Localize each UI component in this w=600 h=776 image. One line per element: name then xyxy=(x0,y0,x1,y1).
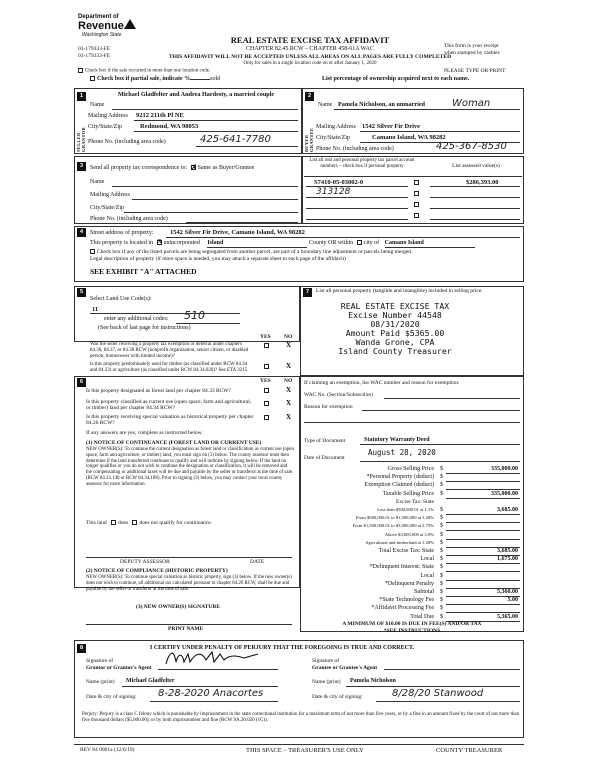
grantor-name-label: Name (print) xyxy=(86,679,115,685)
s5-no-header: NO xyxy=(284,334,293,340)
wac-no-label: WAC No. (Section/Subsection) xyxy=(304,392,373,398)
list-pct-note: List percentage of ownership acquired next to each name. xyxy=(322,76,470,82)
s5-q1-yes[interactable] xyxy=(264,343,269,348)
dept-logo xyxy=(78,14,138,44)
calc-currency: $ xyxy=(440,605,443,612)
calc-currency: $ xyxy=(440,482,443,489)
notice-2-title: (2) NOTICE OF COMPLIANCE (HISTORIC PROPERTY) xyxy=(86,568,228,574)
buyer-phone: 425-367-8530 xyxy=(436,141,507,152)
partial-sale-row: Check box if partial sale, indicate % sold xyxy=(90,76,220,83)
calc-label-delinq-state: *Delinquent Interest: State xyxy=(369,564,434,571)
assessed-header: List assessed value(s) xyxy=(452,163,500,169)
form-subtitle: CHAPTER 82.45 RCW – CHAPTER 458-61A WAC xyxy=(246,46,374,52)
buyer-name-label: Name xyxy=(318,102,333,108)
calc-currency: $ xyxy=(440,531,443,538)
s3-mailing-label: Mailing Address xyxy=(90,192,130,198)
calc-currency: $ xyxy=(440,474,443,481)
section-1-number: 1 xyxy=(77,92,86,101)
seller-phone-label: Phone No. (including area code) xyxy=(88,139,166,145)
street-address: 1542 Silver Fir Drive, Camano Island, WA 98282 xyxy=(170,229,305,236)
calc-label-total-due: Total Due xyxy=(410,613,434,620)
value-1: $286,393.00 xyxy=(466,179,499,186)
deputy-assessor-label: DEPUTY ASSESSOR xyxy=(120,559,170,565)
does-not-checkbox[interactable] xyxy=(132,520,137,525)
calc-currency: $ xyxy=(440,466,443,472)
section-4-number: 4 xyxy=(77,228,86,237)
s6-q1-no[interactable]: X xyxy=(286,386,292,394)
parcel-1-checkbox[interactable] xyxy=(414,180,419,185)
send-correspondence-row: Send all property tax correspondence to: ✗ Same as Buyer/Grantee xyxy=(90,163,255,173)
section-3-number: 3 xyxy=(77,162,86,171)
stamp-line-6: Island County Treasurer xyxy=(338,346,452,357)
segregated-checkbox[interactable] xyxy=(90,249,95,254)
stamp-line-2: Excise Number 44548 xyxy=(348,310,442,321)
grantee-name: Pamela Nicholson xyxy=(350,678,396,684)
parcel-2-checkbox[interactable] xyxy=(414,191,419,196)
certify-statement: I CERTIFY UNDER PENALTY OF PERJURY THAT THE FOREGOING IS TRUE AND CORRECT. xyxy=(150,645,415,651)
calc-value-total-due: 5,365.00 xyxy=(497,613,518,620)
buyer-name: Pamela Nicholson, an unmarried xyxy=(338,101,425,108)
seller-phone: 425-641-7780 xyxy=(200,134,271,145)
s3-city-label: City/State/Zip xyxy=(90,205,124,211)
calc-underline xyxy=(446,530,520,531)
street-label: Street address of property: xyxy=(90,230,154,236)
stamp-line-4: Amount Paid $5365.00 xyxy=(345,328,445,339)
calc-label-total-state: Total Excise Tax: State xyxy=(378,548,434,554)
grantor-sig-label-1: Signature of xyxy=(86,658,114,664)
date-document-label: Date of Document xyxy=(304,455,345,461)
seller-mailing: 9212 211th Pl NE xyxy=(136,112,184,119)
please-type: PLEASE TYPE OR PRINT xyxy=(444,68,506,74)
s3-phone-label: Phone No. (including area code) xyxy=(90,216,168,222)
calc-currency: $ xyxy=(440,597,443,604)
treasurer-stamp xyxy=(320,302,470,356)
calc-currency: $ xyxy=(440,564,443,571)
s6-question-1: Is this property designated as forest land per chapter 84.33 RCW? xyxy=(86,388,231,394)
type-document-label: Type of Document xyxy=(304,438,346,444)
calc-label-gross: Gross Selling Price xyxy=(387,466,434,472)
section-2-number: 2 xyxy=(305,92,314,101)
form-warning: THIS AFFIDAVIT WILL NOT BE ACCEPTED UNLESS ALL AREAS ON ALL PAGES ARE FULLY COMPLETED xyxy=(168,54,452,60)
date-document: August 28, 2020 xyxy=(368,448,436,457)
calc-currency: $ xyxy=(440,490,443,497)
only-for-note: Only for sales in a single location code on or after January 1, 2020 xyxy=(243,61,377,66)
seller-city-label: City/State/Zip xyxy=(88,124,122,130)
notice-2-body: NEW OWNER(S): To continue special valuation as historic property, sign (3) below. If the new owner(s) does not wish to continue, all additional tax calculated pursuant to chapter 84.26 RCW, shall be due and payable by the seller or transferor at the time of sale. xyxy=(86,575,292,592)
calc-value-total-state: 3,685.00 xyxy=(497,548,518,554)
calc-underline xyxy=(446,514,520,515)
see-back-label: (See back of last page for instructions) xyxy=(98,325,191,331)
calc-currency: $ xyxy=(440,580,443,587)
notice-1-body: NEW OWNER(S): To continue the current designation as forest land or classification as current use (open space, farm and agriculture, or timber) land, you must sign on (3) below. The county assessor must then determine if the land transferred continues to qualify and will indicate by signing below. If the land no longer qualifies or you do not wish to continue the designation or classification, it will be removed and the compensating or additional taxes will be due and payable by the seller or transferor at the time of sale. (RCW 84.33.140 or RCW 84.34.108). Prior to signing (3) below, you may contact your local county assessor for more information. xyxy=(86,447,294,487)
s6-no-header: NO xyxy=(284,378,293,384)
parcel-2: 313128 xyxy=(316,187,351,197)
select-land-use-label: Select Land Use Code(s): xyxy=(90,296,152,302)
section-7-number: 7 xyxy=(303,288,312,297)
grantee-sig-label-1: Signature of xyxy=(312,658,340,664)
grantor-date-label: Date & city of signing: xyxy=(86,694,137,700)
calc-currency: $ xyxy=(440,572,443,579)
s6-q2-yes[interactable] xyxy=(264,401,269,406)
land-use-code: 11 xyxy=(92,306,99,313)
buyer-name-handwritten: Woman xyxy=(452,98,491,109)
if-any-yes: If any answers are yes, complete as instructed below. xyxy=(86,430,203,436)
s5-question-2: Is this property predominately used for timber (as classified under RCW 84.34 and 84.33) or agriculture (as classified under RCW 84.34.020)? See ETA 3215 xyxy=(90,362,248,373)
rev-code: REV 84 0001a (12/6/19) xyxy=(80,747,135,753)
section-6-number: 6 xyxy=(77,378,86,387)
calc-value-tech-fee: 5.00 xyxy=(507,597,518,604)
grantee-date-label: Date & city of signing: xyxy=(312,694,363,700)
stamp-line-5: Wanda Grone, CPA xyxy=(355,337,435,348)
s6-q3-yes[interactable] xyxy=(264,415,269,420)
s6-question-2: Is this property classified as current use (open space, farm and agricultural, or timber) land per chapter 84.34 RCW? xyxy=(86,399,252,412)
notice-1-title: (1) NOTICE OF CONTINUANCE (FOREST LAND OR CURRENT USE) xyxy=(86,440,262,446)
enter-any-label: enter any additional codes: xyxy=(104,316,169,322)
segregated-row: Check box if any of the listed parcels are being segregated from another parcel, are part of a boundary line adjustment or parcels being merged. xyxy=(90,249,520,255)
calc-underline xyxy=(446,498,520,499)
calc-value-taxable: 335,000.00 xyxy=(491,490,518,497)
parcel-4-checkbox[interactable] xyxy=(414,213,419,218)
calc-currency: $ xyxy=(440,556,443,563)
form-code-1: 03-179333-FE xyxy=(78,46,111,52)
parcel-list-header: List all real and personal property tax parcel account numbers – check box if personal property xyxy=(309,158,415,169)
same-as-buyer-checkbox[interactable]: ✗ xyxy=(190,163,198,173)
multi-location-checkbox[interactable] xyxy=(78,68,83,73)
calc-label-taxable: Taxable Selling Price xyxy=(382,490,434,497)
calc-underline xyxy=(446,481,520,482)
s6-q2-no[interactable]: X xyxy=(286,399,292,407)
s5-q2-no[interactable]: X xyxy=(286,362,292,370)
stamp-line-1: REAL ESTATE EXCISE TAX xyxy=(340,301,450,311)
revenue-logo-icon xyxy=(123,18,137,30)
section-5-number: 5 xyxy=(77,288,86,297)
multi-location-row: Check box if the sale occurred in more than one location code. xyxy=(78,68,210,74)
grantor-sig-label-2: Grantor or Grantor's Agent xyxy=(86,665,152,671)
calc-underline xyxy=(446,604,520,605)
reason-label: Reason for exemption xyxy=(304,404,353,410)
form-code-2: 03-179333-FE xyxy=(78,53,111,59)
claiming-exemption: If claiming an exemption, list WAC number and reason for exemption: xyxy=(304,380,460,386)
calc-currency: $ xyxy=(440,523,443,530)
calc-label-tier3: From $1,500,000.01 to $3,000,000 at 2.75% xyxy=(352,523,434,529)
qualify-row: This land does does not qualify for continuance. xyxy=(86,520,213,526)
buyer-mailing: 1542 Silver Fir Drive xyxy=(362,123,421,130)
s6-yes-header: YES xyxy=(260,378,271,384)
calc-value-tier1: 3,685.00 xyxy=(497,507,518,513)
calc-label-tier2: From $500,000.01 to $1,500,000 at 1.28% xyxy=(355,515,434,521)
receipt-note-2: when stamped by cashier. xyxy=(444,50,501,56)
calc-label-affidavit-fee: *Affidavit Processing Fee xyxy=(371,605,434,612)
calc-underline xyxy=(446,522,520,523)
dept-line1: Department of xyxy=(78,14,119,20)
buyer-city: Camano Island, WA 98282 xyxy=(372,134,446,141)
calc-label-delinq-local: Local xyxy=(420,572,434,579)
perjury-note: Perjury: Perjury is a class C felony which is punishable by imprisonment in the state correctional institution for a maximum term of not more than five years, or by a fine in an amount fixed by the court of not more than five thousand dollars ($5,000.00), or by both imprisonment and fine (RCW 9A.20.020 (1C)). xyxy=(82,712,520,724)
calc-underline xyxy=(446,580,520,581)
calc-currency: $ xyxy=(440,613,443,620)
seller-side-label: SELLER GRANTOR xyxy=(76,126,87,152)
s6-question-3: Is this property receiving special valuation as historical property per chapter 84.26 RCW? xyxy=(86,414,254,427)
calc-currency: $ xyxy=(440,589,443,595)
grantor-name: Michael Gladfelter xyxy=(126,678,175,684)
s3-name-label: Name xyxy=(90,179,105,185)
print-name-label: PRINT NAME xyxy=(168,626,204,632)
s5-q2-yes[interactable] xyxy=(264,364,269,369)
calc-label-local: Local xyxy=(420,556,434,563)
stamp-line-3: 08/31/2020 xyxy=(370,319,420,330)
buyer-city-label: City/State/Zip xyxy=(316,135,350,141)
s6-q1-yes[interactable] xyxy=(264,388,269,393)
legal-description-label: Legal description of property (if more space is needed, you may attach a separate sheet to each page of the affidavit) xyxy=(90,256,346,262)
calc-label-tier5: Agricultural and timberland at 1.28% xyxy=(365,539,434,545)
treasurer-use-only: THIS SPACE – TREASURER'S USE ONLY xyxy=(246,747,364,754)
grantor-signature xyxy=(162,648,272,668)
dept-line2: Revenue xyxy=(78,20,124,32)
s5-question-1: Was the seller receiving a property tax exemption or deferral under chapters 84.36, 84.37, or 84.38 RCW (nonprofit organization, senior citizen, or disabled person, homeowner with limited income)? xyxy=(90,342,249,359)
deputy-date-label: DATE xyxy=(250,559,265,565)
calc-value-local: 1,675.00 xyxy=(497,556,518,563)
calc-label-tier1: Less than $500,000.01 at 1.1% xyxy=(377,507,434,512)
calc-currency: $ xyxy=(440,515,443,522)
parcel-3-checkbox[interactable] xyxy=(414,202,419,207)
calc-underline xyxy=(446,571,520,572)
partial-sale-checkbox[interactable] xyxy=(90,76,95,81)
buyer-mailing-label: Mailing Address xyxy=(316,124,356,130)
buyer-phone-label: Phone No. (including area code) xyxy=(316,146,394,152)
type-document: Statutory Warranty Deed xyxy=(364,437,430,443)
receipt-note-1: This form is your receipt xyxy=(444,43,499,49)
calc-currency: $ xyxy=(440,507,443,513)
seller-mailing-label: Mailing Address xyxy=(88,113,128,119)
grantee-sig-label-2: Grantee or Grantee's Agent xyxy=(312,665,378,671)
list-personal-property: List all personal property (tangible and intangible) included in selling price. xyxy=(316,288,483,294)
dept-line3: Washington State xyxy=(82,32,122,38)
minimum-due: A MINIMUM OF $10.00 IS DUE IN FEE(S) AND/OR TAX xyxy=(342,621,482,627)
unincorporated-checkbox[interactable]: X xyxy=(157,239,162,246)
grantee-name-label: Name (print) xyxy=(312,679,341,685)
does-checkbox[interactable] xyxy=(111,520,116,525)
buyer-side-label: BUYER GRANTEE xyxy=(304,127,315,152)
seller-name: Michael Gladfelter and Andrea Hardesty, a married couple xyxy=(118,91,275,98)
grantor-date-city: 8-28-2020 Anacortes xyxy=(158,688,264,699)
city-of-checkbox[interactable] xyxy=(357,240,362,245)
calc-value-subtotal: 5,360.00 xyxy=(497,589,518,595)
parcel-1: S7410-05-03002-0 xyxy=(314,179,364,186)
calc-value-gross: 335,000.00 xyxy=(491,466,518,472)
calc-label-excise-state: Excise Tax: State xyxy=(395,498,434,505)
calc-label-tier4: Above $3,000,000 at 3.0% xyxy=(384,531,434,537)
see-instructions: *SEE INSTRUCTIONS xyxy=(383,628,441,634)
s5-yes-header: YES xyxy=(260,334,271,340)
seller-city: Redmond, WA 98053 xyxy=(140,123,199,130)
new-owner-signature-label: (3) NEW OWNER(S) SIGNATURE xyxy=(136,604,220,610)
calc-label-exemption: Exemption Claimed (deduct) xyxy=(364,482,434,489)
calc-underline xyxy=(446,563,520,564)
located-row: This property is located in X unincorporated Island County OR within city of Camano Island xyxy=(90,240,520,248)
seller-name-label: Name xyxy=(90,102,105,108)
extra-land-use-code: 510 xyxy=(184,309,205,322)
calc-currency: $ xyxy=(440,548,443,554)
calc-label-tech-fee: *State Technology Fee xyxy=(379,597,434,604)
county-treasurer: COUNTY TREASURER xyxy=(436,747,503,754)
s5-q1-no[interactable]: X xyxy=(286,341,292,349)
calc-label-personal: *Personal Property (deduct) xyxy=(366,474,434,481)
see-exhibit: SEE EXHIBIT "A" ATTACHED xyxy=(90,267,197,276)
calc-label-delinq-penalty: *Delinquent Penalty xyxy=(384,580,434,587)
calc-label-subtotal: Subtotal xyxy=(413,589,434,595)
calc-currency: $ xyxy=(440,539,443,546)
calc-underline xyxy=(446,539,520,540)
form-title: REAL ESTATE EXCISE TAX AFFIDAVIT xyxy=(230,35,390,45)
section-8-number: 8 xyxy=(77,644,86,653)
s6-q3-no[interactable]: X xyxy=(286,413,292,421)
grantee-date-city: 8/28/20 Stanwood xyxy=(392,688,484,699)
calc-underline xyxy=(446,473,520,474)
